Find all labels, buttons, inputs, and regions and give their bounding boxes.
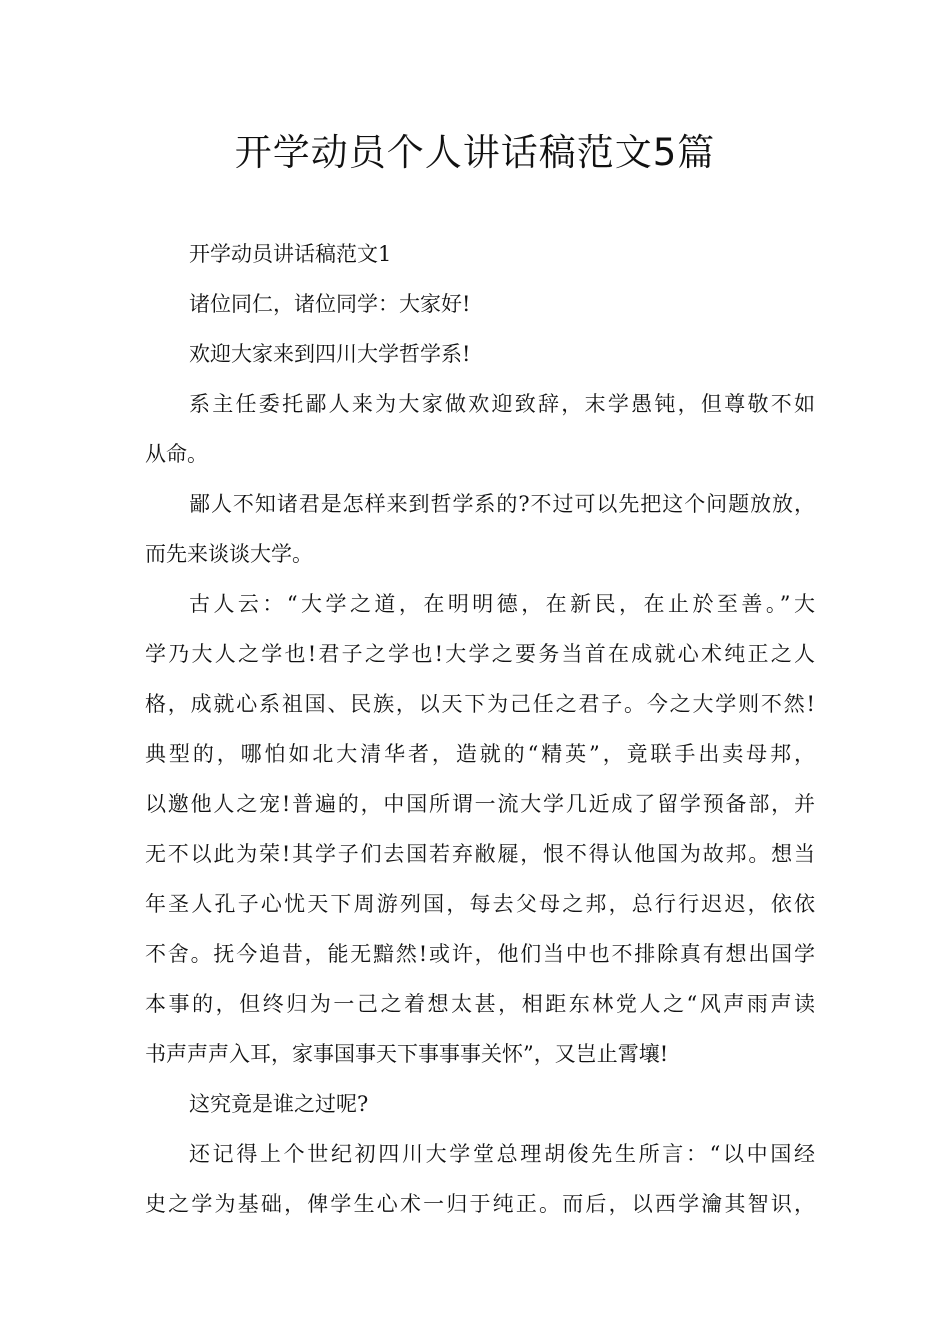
text-line: 年圣人孔子心忧天下周游列国，每去父母之邦，总行行迟迟，依依 [145, 892, 815, 916]
paragraph [145, 329, 815, 379]
paragraph [145, 1079, 815, 1129]
text-line: 书声声声入耳，家事国事天下事事事关怀”，又岂止霄壤! [145, 1042, 669, 1066]
text-line: 史之学为基础，俾学生心术一归于纯正。而后，以西学瀹其智识， [145, 1192, 815, 1216]
text-line: 学乃大人之学也!君子之学也!大学之要务当首在成就心术纯正之人 [145, 642, 815, 666]
text-line: 以邀他人之宠!普遍的，中国所谓一流大学几近成了留学预备部，并 [145, 792, 815, 816]
text-line: 鄙人不知诸君是怎样来到哲学系的?不过可以先把这个问题放放， [189, 492, 815, 516]
text-line: 开学动员讲话稿范文1 [189, 242, 392, 266]
paragraph [145, 229, 815, 279]
text-line: 不舍。抚今追昔，能无黯然!或许，他们当中也不排除真有想出国学 [145, 942, 815, 966]
text-line: 无不以此为荣!其学子们去国若弃敝屣，恨不得认他国为故邦。想当 [145, 842, 815, 866]
text-line: 古人云：“大学之道，在明明德，在新民，在止於至善。”大 [189, 592, 815, 616]
paragraph [145, 379, 815, 479]
text-line: 而先来谈谈大学。 [145, 542, 313, 566]
paragraph [145, 1129, 815, 1229]
paragraph [145, 479, 815, 579]
text-line: 典型的，哪怕如北大清华者，造就的“精英”，竟联手出卖母邦， [145, 742, 815, 766]
text-line: 从命。 [145, 442, 208, 466]
text-line: 诸位同仁，诸位同学：大家好! [189, 292, 471, 316]
text-line: 格，成就心系祖国、民族，以天下为己任之君子。今之大学则不然! [145, 692, 815, 716]
paragraph [145, 579, 815, 1079]
text-line: 本事的，但终归为一己之着想太甚，相距东林党人之“风声雨声读 [145, 992, 815, 1016]
text-line: 这究竟是谁之过呢? [189, 1092, 369, 1116]
text-line: 还记得上个世纪初四川大学堂总理胡俊先生所言：“以中国经 [189, 1142, 815, 1166]
text-line: 系主任委托鄙人来为大家做欢迎致辞，末学愚钝，但尊敬不如 [189, 392, 815, 416]
text-line: 欢迎大家来到四川大学哲学系! [189, 342, 471, 366]
document-title: 开学动员个人讲话稿范文5篇 [234, 131, 716, 174]
paragraph [145, 279, 815, 329]
document-body [145, 229, 815, 1229]
